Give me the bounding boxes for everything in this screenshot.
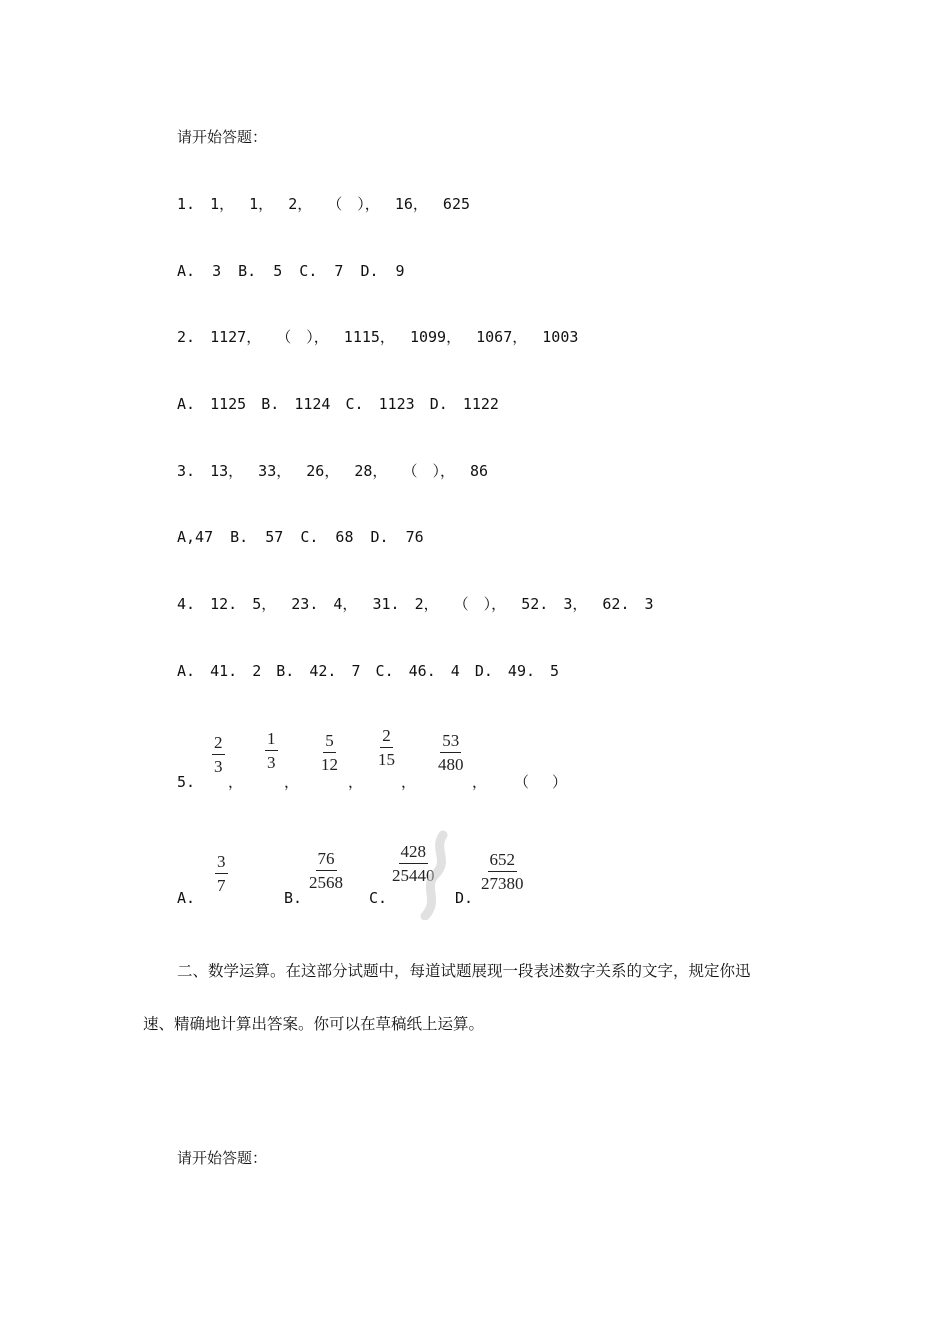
q5-option-b-label: B.: [284, 889, 303, 907]
q5-option-d-label: D.: [455, 889, 474, 907]
q5-sep-5: ，: [472, 773, 488, 791]
q5-option-c: [392, 842, 435, 885]
q5-term-1-den: 3: [214, 757, 223, 776]
q5-term-1-num: 2: [212, 733, 225, 755]
q5-term-1: [212, 733, 225, 776]
q4-stem: 4. 12. 5， 23. 4， 31. 2， （ ）， 52. 3， 62. 3: [177, 595, 654, 613]
q5-term-5-num: 53: [440, 731, 461, 753]
q5-sep-2: ，: [284, 773, 300, 791]
q5-sep-3: ，: [348, 773, 364, 791]
q5-option-d-num: 652: [488, 850, 518, 872]
q5-option-b-num: 76: [316, 849, 337, 871]
q5-number: 5.: [177, 773, 196, 791]
q5-option-b: [309, 849, 343, 892]
q3-stem: 3. 13， 33， 26， 28， （ ）， 86: [177, 462, 489, 480]
q5-option-b-den: 2568: [309, 873, 343, 892]
q5-term-3: [321, 731, 338, 774]
q5-sep-4: ，: [401, 773, 417, 791]
q1-options: A. 3 B. 5 C. 7 D. 9: [177, 262, 405, 280]
q5-term-2-num: 1: [265, 729, 278, 751]
q5-sep-1: ，: [228, 773, 244, 791]
q5-option-a-label: A.: [177, 889, 196, 907]
intro2-heading: 请开始答题：: [177, 1149, 268, 1167]
section2-line1: 二、数学运算。在这部分试题中，每道试题展现一段表述数字关系的文字，规定你迅: [177, 962, 751, 980]
q5-blank: （ ）: [514, 773, 568, 791]
q5-term-4: [378, 726, 395, 769]
q2-stem: 2. 1127， （ ）， 1115， 1099， 1067， 1003: [177, 328, 579, 346]
q2-options: A. 1125 B. 1124 C. 1123 D. 1122: [177, 395, 499, 413]
q5-term-4-den: 15: [378, 750, 395, 769]
q5-option-d-den: 27380: [481, 874, 524, 893]
q5-option-d: [481, 850, 524, 893]
section2-line2: 速、精确地计算出答案。你可以在草稿纸上运算。: [143, 1015, 485, 1033]
q5-term-5-den: 480: [438, 755, 464, 774]
q5-term-4-num: 2: [380, 726, 393, 748]
q5-option-a: [215, 852, 228, 895]
q5-option-c-den: 25440: [392, 866, 435, 885]
intro-heading: 请开始答题：: [177, 128, 268, 146]
q5-term-3-num: 5: [323, 731, 336, 753]
q5-term-2: [265, 729, 278, 772]
q4-options: A. 41. 2 B. 42. 7 C. 46. 4 D. 49. 5: [177, 662, 560, 680]
q5-option-c-label: C.: [369, 889, 388, 907]
q5-term-3-den: 12: [321, 755, 338, 774]
q5-term-2-den: 3: [267, 753, 276, 772]
q5-option-a-den: 7: [217, 876, 226, 895]
q5-option-c-num: 428: [399, 842, 429, 864]
q3-options: A,47 B. 57 C. 68 D. 76: [177, 528, 424, 546]
q5-term-5: [438, 731, 464, 774]
q5-option-a-num: 3: [215, 852, 228, 874]
q1-stem: 1. 1， 1， 2， （ ）， 16， 625: [177, 195, 471, 213]
